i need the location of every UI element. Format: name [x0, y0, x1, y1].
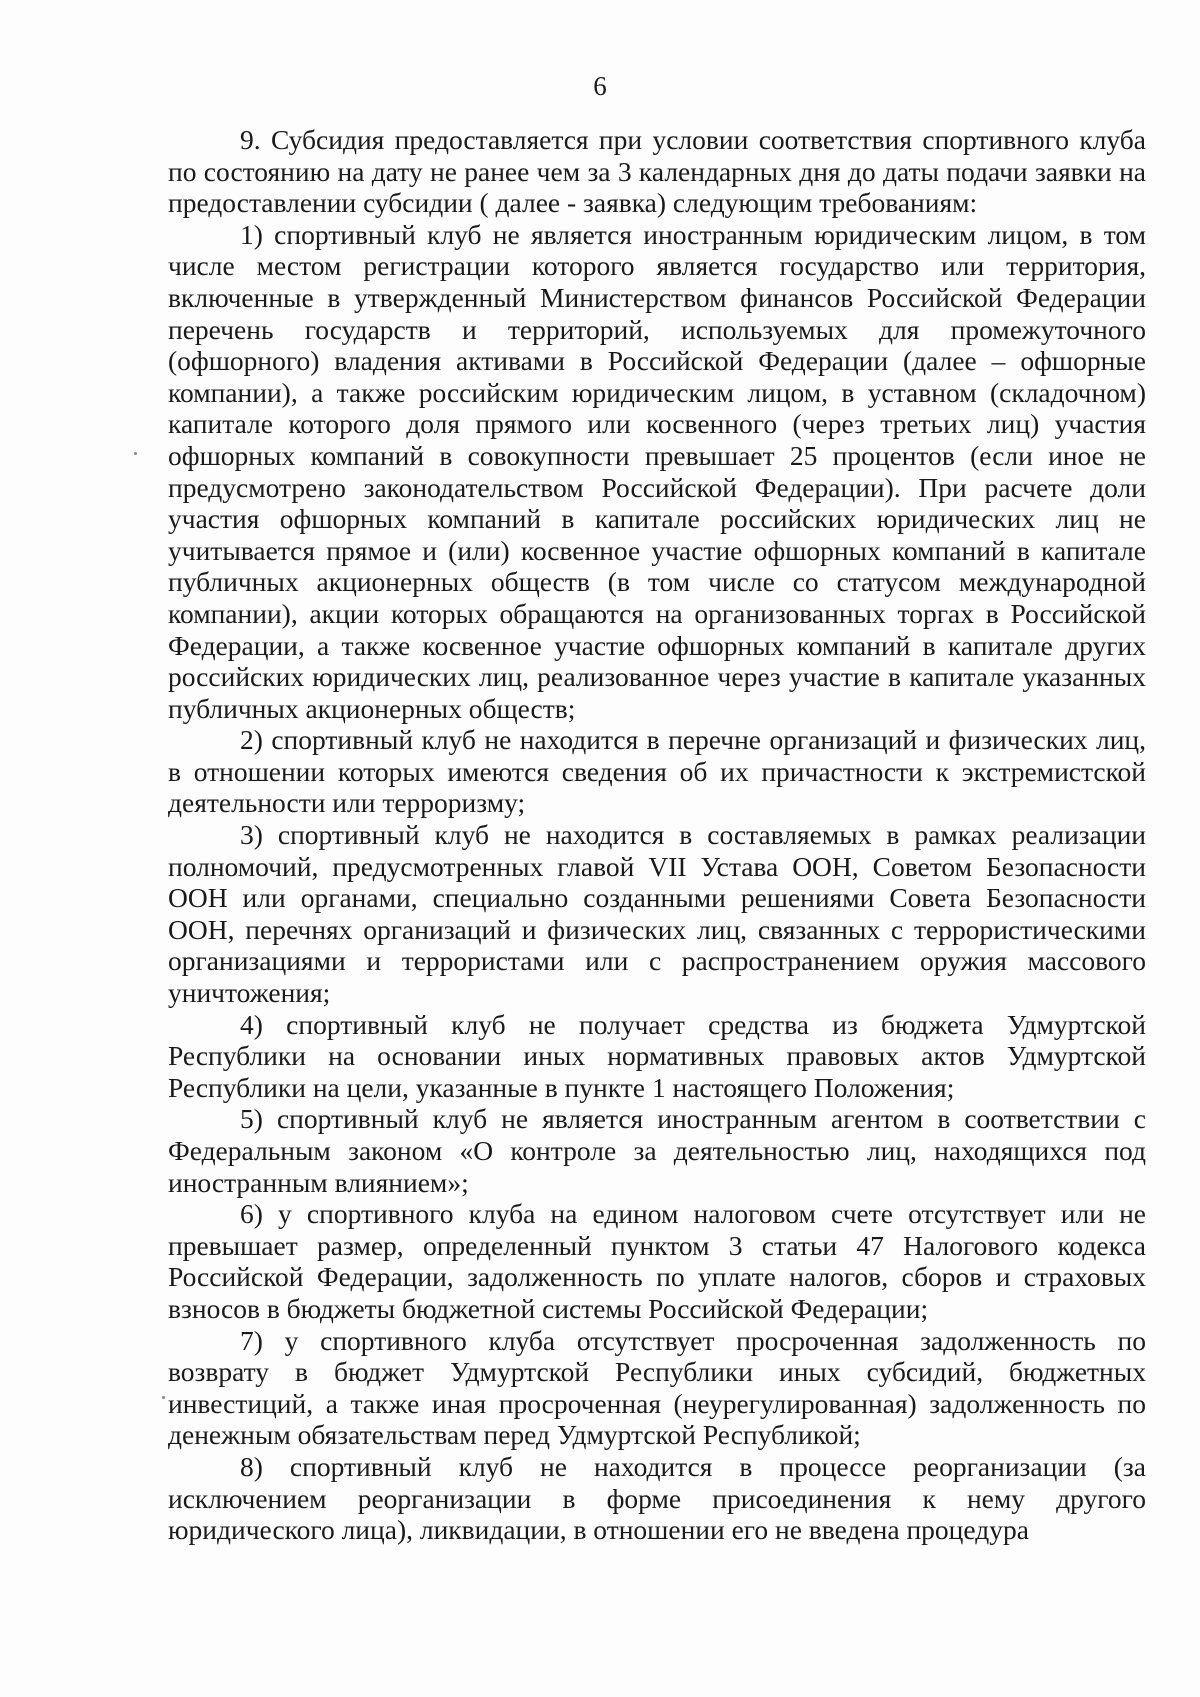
paragraph-item-7: 7) у спортивного клуба отсутствует просроченная задолженность по возврату в бюджет Удмуртской Республики иных субсидий, бюджетных инвестиций, а также иная просроченная (неурегулированная) задолженность по денежным обязательствам перед Удмуртской Республикой; — [168, 1324, 1146, 1451]
paragraph-clause-9: 9. Субсидия предоставляется при условии соответствия спортивного клуба по состоянию на дату не ранее чем за 3 календарных дня до даты подачи заявки на предоставлении субсидии ( далее - заявка) следующим требованиям: — [168, 124, 1146, 219]
paragraph-item-5: 5) спортивный клуб не является иностранным агентом в соответствии с Федеральным законом «О контроле за деятельностью лиц, находящихся под иностранным влиянием»; — [168, 1103, 1146, 1198]
document-body — [168, 124, 1146, 1546]
paragraph-item-3: 3) спортивный клуб не находится в составляемых в рамках реализации полномочий, предусмотренных главой VII Устава ООН, Советом Безопасности ООН или органами, специально созданными решениями Совета Безопасности ООН, перечнях организаций и физических лиц, связанных с террористическими организациями и террористами или с распространением оружия массового уничтожения; — [168, 819, 1146, 1009]
scan-speck — [162, 1396, 165, 1399]
paragraph-item-2: 2) спортивный клуб не находится в перечне организаций и физических лиц, в отношении которых имеются сведения об их причастности к экстремистской деятельности или терроризму; — [168, 724, 1146, 819]
paragraph-item-4: 4) спортивный клуб не получает средства из бюджета Удмуртской Республики на основании иных нормативных правовых актов Удмуртской Республики на цели, указанные в пункте 1 настоящего Положения; — [168, 1008, 1146, 1103]
scan-speck — [134, 452, 137, 455]
paragraph-item-8: 8) спортивный клуб не находится в процессе реорганизации (за исключением реорганизации в форме присоединения к нему другого юридического лица), ликвидации, в отношении его не введена процедура — [168, 1450, 1146, 1546]
page-number: 6 — [593, 71, 607, 101]
paragraph-item-1: 1) спортивный клуб не является иностранным юридическим лицом, в том числе местом регистрации которого является государство или территория, включенные в утвержденный Министерством финансов Российской Федерации перечень государств и территорий, используемых для промежуточного (офшорного) владения активами в Российской Федерации (далее – офшорные компании), а также российским юридическим лицом, в уставном (складочном) капитале которого доля прямого или косвенного (через третьих лиц) участия офшорных компаний в совокупности превышает 25 процентов (если иное не предусмотрено законодательством Российской Федерации). При расчете доли участия офшорных компаний в капитале российских юридических лиц не учитывается прямое и (или) косвенное участие офшорных компаний в капитале публичных акционерных обществ (в том числе со статусом международной компании), акции которых обращаются на организованных торгах в Российской Федерации, а также косвенное участие офшорных компаний в капитале других российских юридических лиц, реализованное через участие в капитале указанных публичных акционерных обществ; — [168, 218, 1146, 724]
paragraph-item-6: 6) у спортивного клуба на едином налоговом счете отсутствует или не превышает размер, определенный пунктом 3 статьи 47 Налогового кодекса Российской Федерации, задолженность по уплате налогов, сборов и страховых взносов в бюджеты бюджетной системы Российской Федерации; — [168, 1198, 1146, 1324]
